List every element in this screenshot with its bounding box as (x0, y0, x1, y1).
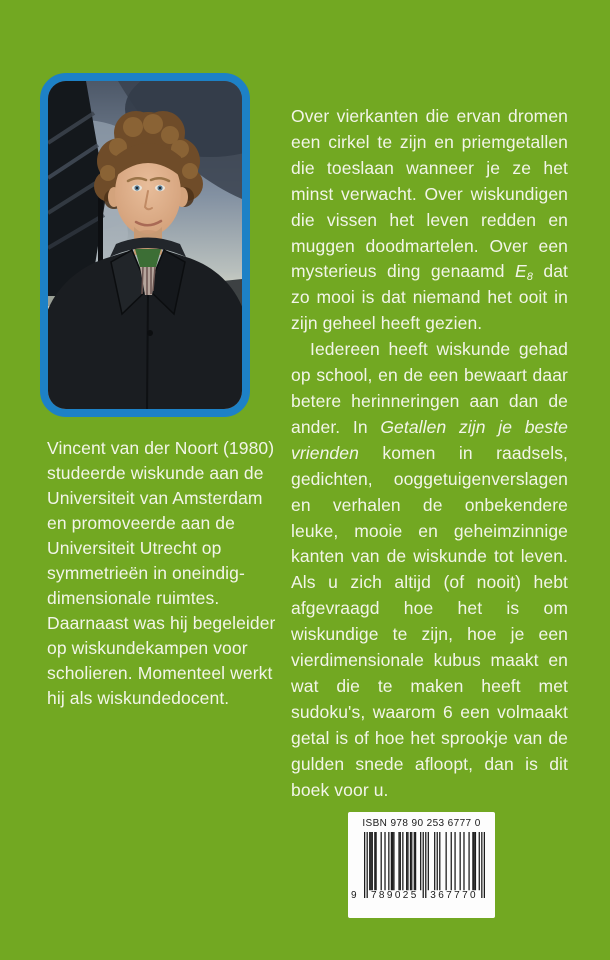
ean-first-digit: 9 (351, 890, 357, 901)
blurb-paragraph-2 (291, 337, 568, 803)
isbn-label: ISBN 978 90 253 6777 0 (362, 818, 481, 829)
ean-digit-group-2: 367770 (430, 890, 479, 901)
blurb-p1-text: Over vierkanten die ervan dromen een cirkel te zijn en priemgetallen die toeslaan wanneer je ze het minst verwacht. Over wiskundigen die vissen het leven redden en muggen doodmartelen. Over een mysterieus ding genaamd (291, 106, 568, 282)
book-title-italic: Getallen zijn je beste vrienden (291, 416, 568, 463)
barcode-bars (364, 832, 485, 898)
barcode (348, 812, 495, 918)
math-subscript-8: 8 (526, 271, 533, 284)
ean-digit-group-1: 789025 (370, 890, 419, 901)
blurb-text (291, 104, 568, 803)
author-bio: Vincent van der Noort (1980) studeerde wiskunde aan de Universiteit van Amsterdam en promoveerde aan de Universiteit Utrecht op symmetrieën in oneindig-dimensionale ruimtes. Daarnaast was hij begeleider op wiskundekampen voor scholieren. Momenteel werkt hij als wiskundedocent. (47, 438, 276, 708)
math-symbol-e8: E (515, 261, 527, 282)
barcode-bars-area (351, 832, 485, 901)
author-photo-frame (40, 73, 250, 417)
blurb-p1-text-end: dat zo mooi is dat niemand het ooit in zijn geheel heeft gezien. (291, 261, 568, 334)
author-photo-illustration (48, 81, 242, 409)
blurb-p2-text: Iedereen heeft wiskunde gehad op school, en de een bewaart daar betere herinneringen aan dan de ander. In (291, 339, 568, 437)
blurb-p2-text-end: komen in raadsels, gedichten, ooggetuigenverslagen en verhalen de onbekendere leuke, mooie en geheimzinnige kanten van de wiskunde tot leven. Als u zich altijd (of nooit) hebt afgevraagd hoe het is om wiskundige te zijn, hoe je een vierdimensionale kubus maakt en wat die te maken heeft met sudoku's, waarom 6 een volmaakt getal is of hoe het sprookje van de gulden snede afloopt, dan is dit boek voor u. (291, 442, 568, 800)
blurb-paragraph-1 (291, 104, 568, 337)
